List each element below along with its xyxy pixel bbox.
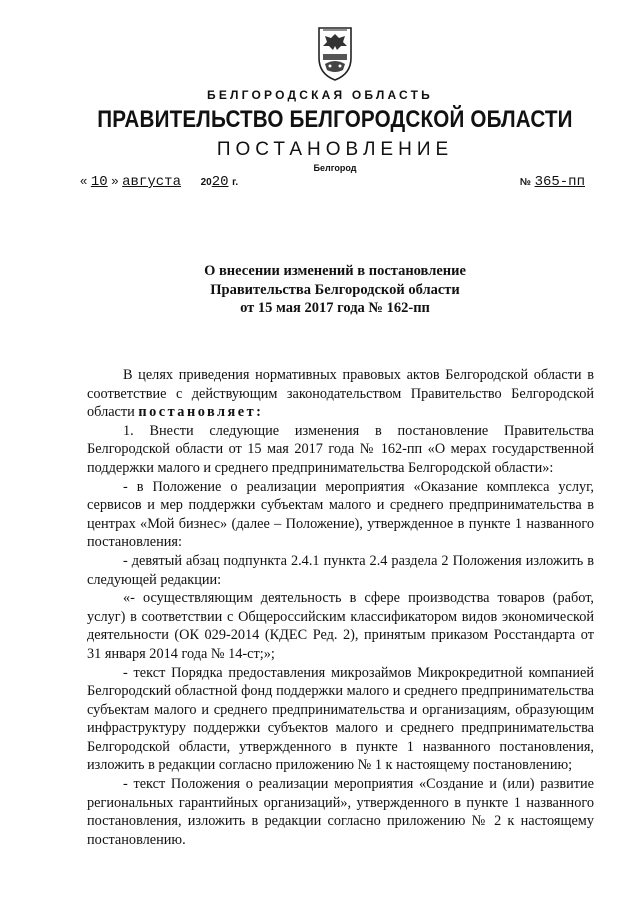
date-close-quote: » (111, 173, 119, 188)
city-name: Белгород (313, 163, 357, 173)
date-day: 10 (90, 174, 108, 190)
paragraph-1: 1. Внести следующие изменения в постановление Правительства Белгородской области от 15 мая 2017 года № 162-пп «О мерах государственной поддержки малого и среднего предпринимательства Белгородской области»: (87, 422, 594, 476)
date-month: августа (122, 174, 181, 190)
intro-text: В целях приведения нормативных правовых актов Белгородской области в соответствие с действующим законодательством Правительство Белгородской области (87, 367, 594, 421)
paragraph-3: - девятый абзац подпункта 2.4.1 пункта 2.4 раздела 2 Положения изложить в следующей редакции: (87, 552, 594, 588)
paragraph-2: - в Положение о реализации мероприятия «Оказание комплекса услуг, сервисов и мер поддержки субъектам малого и среднего предпринимательства в центрах «Мой бизнес» (далее – Положение), утвержденное в пункте 1 названного постановления: (87, 478, 594, 551)
date-year-suffix: 20 (211, 174, 229, 190)
document-date (80, 173, 238, 190)
document-number (520, 173, 585, 190)
number-label: № (519, 177, 531, 188)
subject-line-3: от 15 мая 2017 года № 162-пп (240, 300, 430, 316)
date-open-quote: « (80, 173, 88, 188)
paragraph-4: «- осуществляющим деятельность в сфере производства товаров (работ, услуг) в соответствии с Общероссийским классификатором видов экономической деятельности (ОК 029-2014 (КДЕС Ред. 2), принятым приказом Росстандарта от 31 января 2014 года № 14-ст;»; (87, 590, 594, 662)
date-year-prefix: 20 (200, 177, 212, 188)
document-type: ПОСТАНОВЛЕНИЕ (216, 139, 454, 160)
paragraph-6: - текст Положения о реализации мероприятия «Создание и (или) развитие региональных гарантийных организаций», утвержденного в пункте 1 названного постановления, изложить в редакции согласно приложению № 2 к настоящему постановлению. (87, 776, 594, 848)
number-value: 365-пп (534, 174, 585, 190)
subject-line-1: О внесении изменений в постановление (204, 263, 466, 279)
document-subject (0, 262, 640, 318)
region-name: БЕЛГОРОДСКАЯ ОБЛАСТЬ (207, 88, 433, 102)
subject-line-2: Правительства Белгородской области (210, 281, 460, 298)
government-title: ПРАВИТЕЛЬСТВО БЕЛГОРОДСКОЙ ОБЛАСТИ (97, 106, 573, 133)
date-year-abbr: г. (232, 177, 239, 188)
intro-paragraph (87, 366, 594, 422)
date-number-row (80, 173, 585, 193)
paragraph-5: - текст Порядка предоставления микрозаймов Микрокредитной компанией Белгородский областной фонд поддержки малого и среднего предпринимательства субъектам малого и среднего предпринимательства и организациям, образующим инфраструктуру поддержки субъектов малого и среднего предпринимательства Белгородской области, утвержденного в пункте 1 названного постановления, изложить в редакции согласно приложению № 1 к настоящему постановлению; (87, 664, 594, 774)
intro-colon: : (256, 404, 264, 421)
coat-of-arms-emblem (315, 24, 355, 82)
intro-decree-word: постановляет (138, 404, 257, 421)
document-body (87, 366, 594, 849)
